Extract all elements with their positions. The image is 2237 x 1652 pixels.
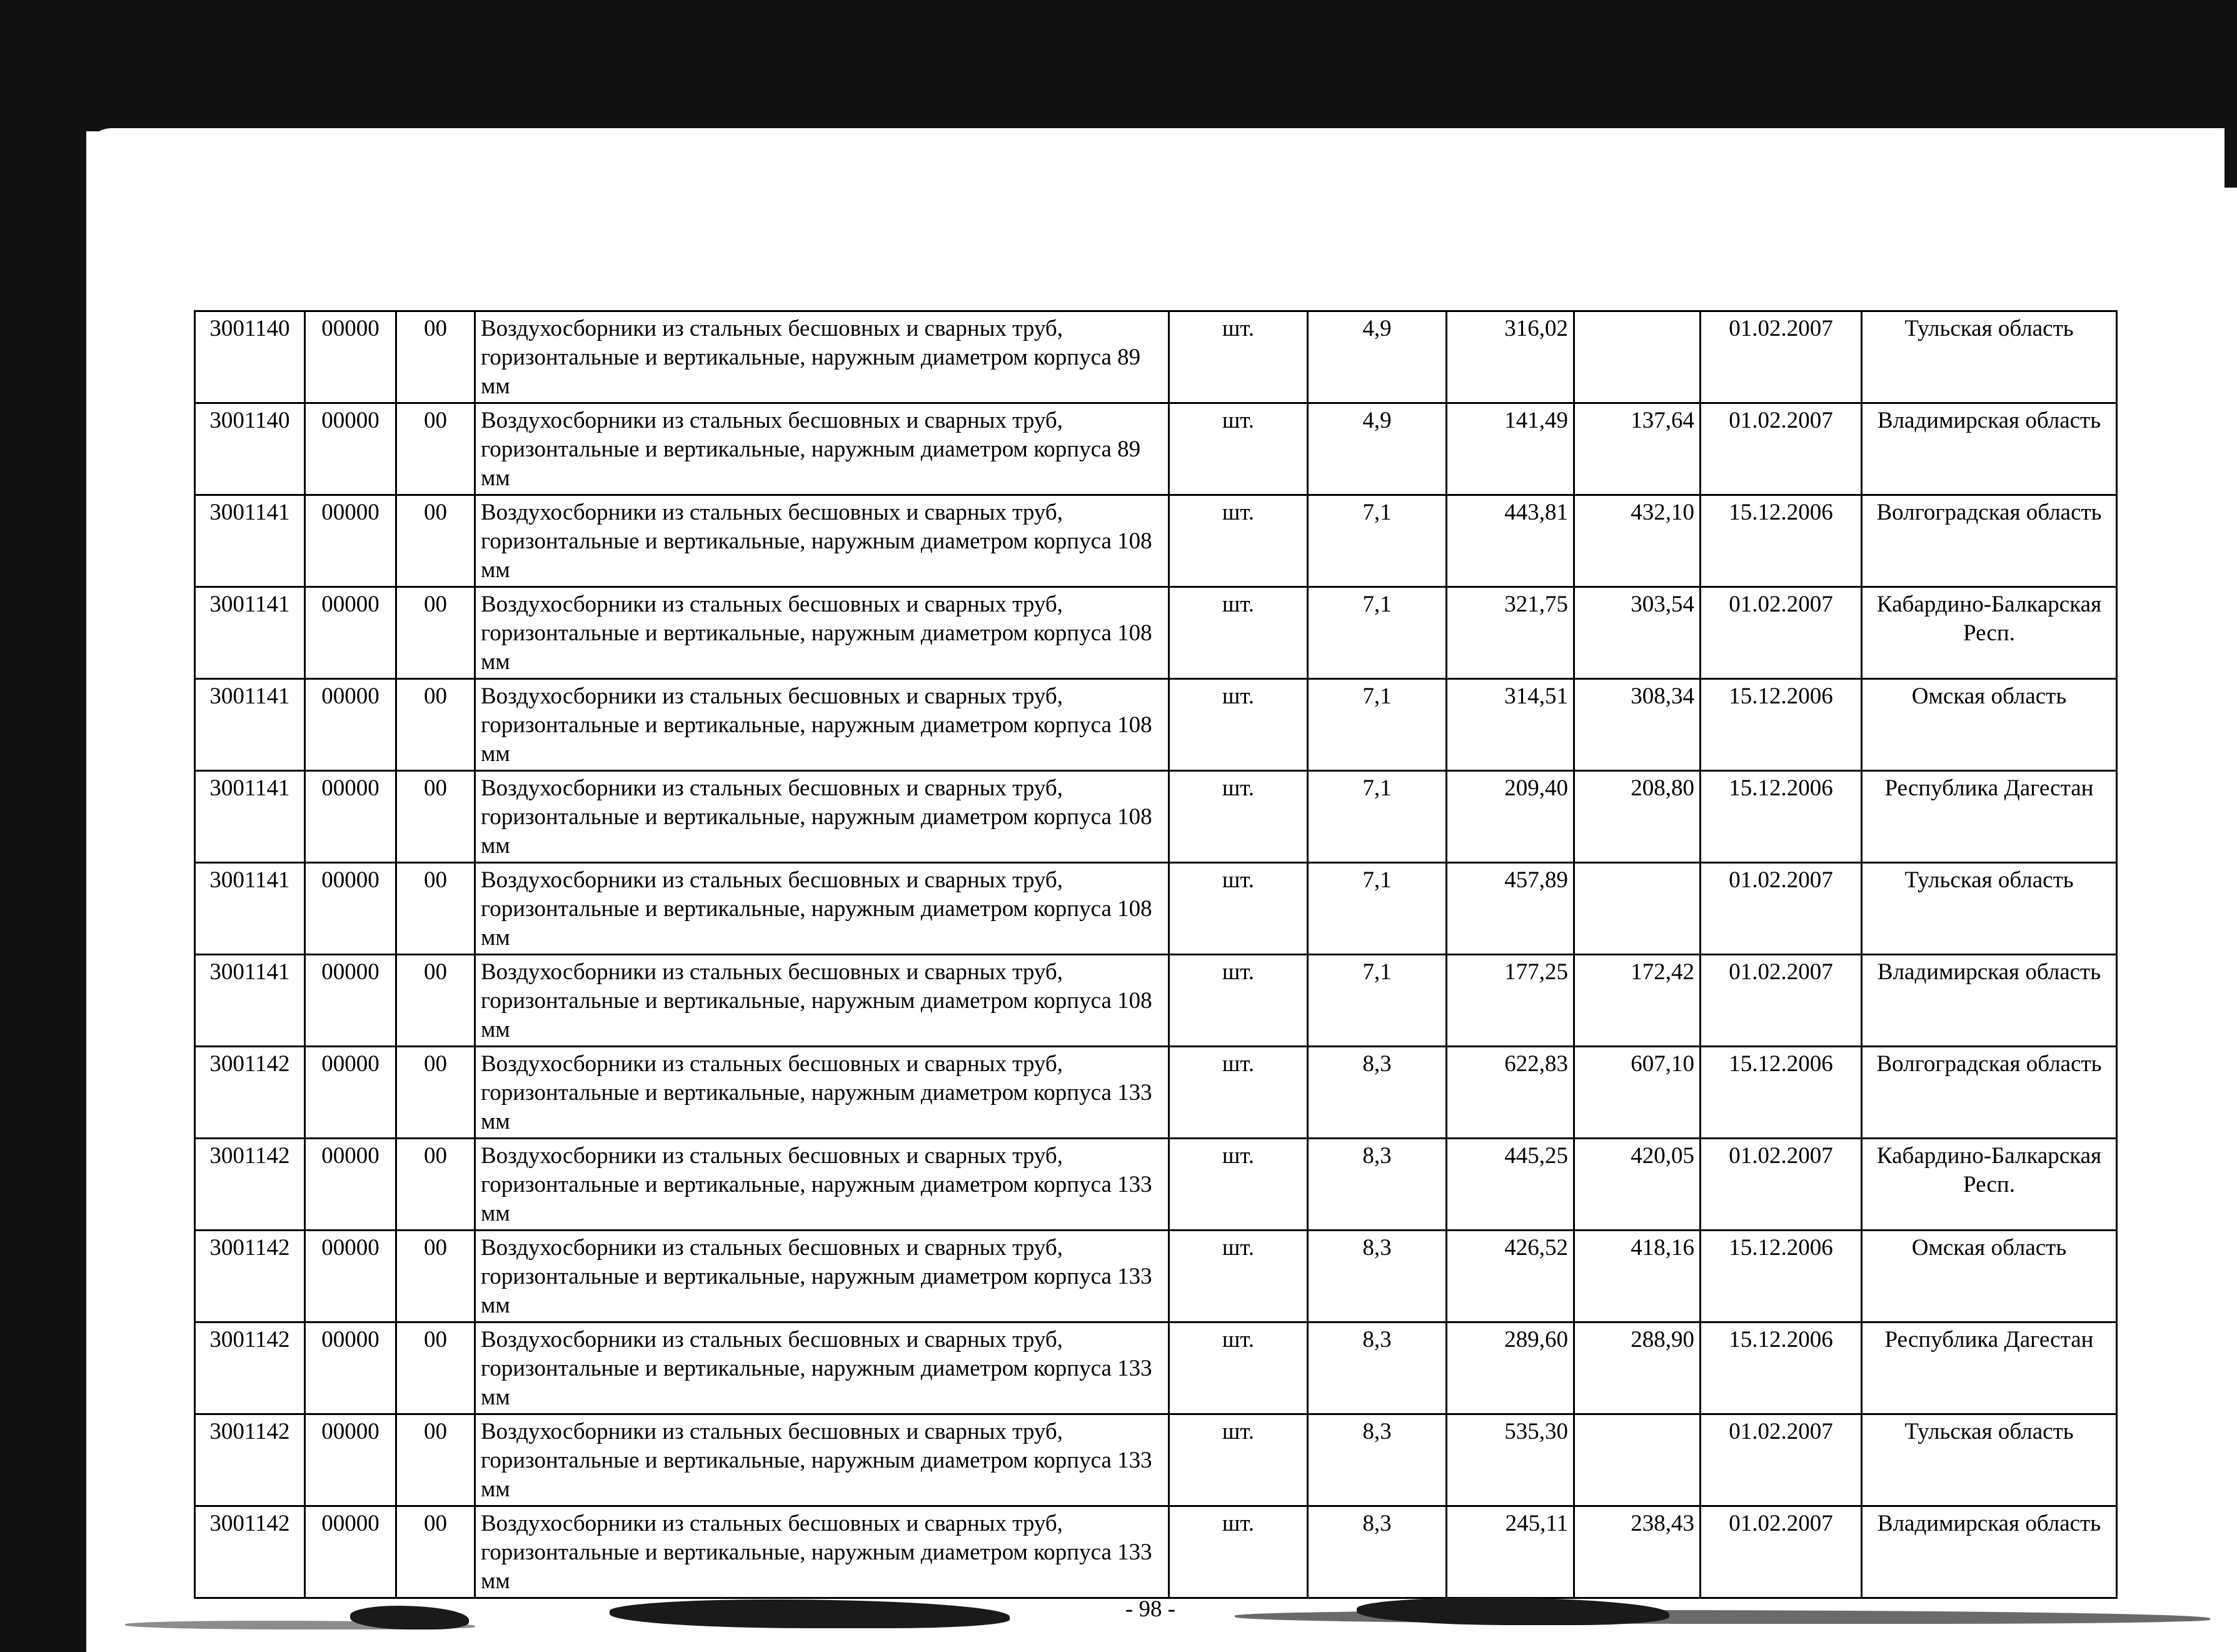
row-date: 15.12.2006: [1701, 1322, 1862, 1414]
row-variant: 00: [396, 403, 475, 495]
row-region: Тульская область: [1862, 311, 2117, 403]
table-row: [195, 1047, 2117, 1139]
row-code: 3001141: [195, 587, 305, 679]
row-price-2: 303,54: [1574, 587, 1701, 679]
row-region: Омская область: [1862, 679, 2117, 771]
table-row: [195, 403, 2117, 495]
row-weight: 8,3: [1308, 1047, 1447, 1139]
row-region: Кабардино-Балкарская Респ.: [1862, 1139, 2117, 1231]
row-code: 3001142: [195, 1414, 305, 1506]
row-price-1: 245,11: [1447, 1506, 1574, 1598]
row-variant: 00: [396, 495, 475, 587]
row-unit: шт.: [1169, 1139, 1308, 1231]
row-date: 01.02.2007: [1701, 1414, 1862, 1506]
row-variant: 00: [396, 587, 475, 679]
row-price-2: [1574, 1414, 1701, 1506]
row-variant: 00: [396, 1231, 475, 1322]
row-region: Тульская область: [1862, 1414, 2117, 1506]
table-row: [195, 1506, 2117, 1598]
row-subcode: 00000: [305, 1322, 396, 1414]
row-code: 3001141: [195, 495, 305, 587]
row-unit: шт.: [1169, 863, 1308, 955]
row-description: Воздухосборники из стальных бесшовных и сварных труб, горизонтальные и вертикальные, наружным диаметром корпуса 133 мм: [475, 1231, 1169, 1322]
row-weight: 8,3: [1308, 1414, 1447, 1506]
row-weight: 4,9: [1308, 311, 1447, 403]
table-row: [195, 1322, 2117, 1414]
row-variant: 00: [396, 1414, 475, 1506]
row-date: 15.12.2006: [1701, 679, 1862, 771]
row-weight: 7,1: [1308, 587, 1447, 679]
row-date: 01.02.2007: [1701, 587, 1862, 679]
row-weight: 7,1: [1308, 679, 1447, 771]
table-row: [195, 955, 2117, 1047]
row-date: 15.12.2006: [1701, 495, 1862, 587]
row-price-2: [1574, 311, 1701, 403]
row-description: Воздухосборники из стальных бесшовных и сварных труб, горизонтальные и вертикальные, наружным диаметром корпуса 133 мм: [475, 1414, 1169, 1506]
row-description: Воздухосборники из стальных бесшовных и сварных труб, горизонтальные и вертикальные, наружным диаметром корпуса 133 мм: [475, 1139, 1169, 1231]
row-unit: шт.: [1169, 403, 1308, 495]
row-subcode: 00000: [305, 1139, 396, 1231]
row-region: Тульская область: [1862, 863, 2117, 955]
row-subcode: 00000: [305, 679, 396, 771]
row-price-2: 208,80: [1574, 771, 1701, 863]
table-row: [195, 1139, 2117, 1231]
row-price-2: 172,42: [1574, 955, 1701, 1047]
row-description: Воздухосборники из стальных бесшовных и сварных труб, горизонтальные и вертикальные, наружным диаметром корпуса 108 мм: [475, 587, 1169, 679]
row-price-1: 289,60: [1447, 1322, 1574, 1414]
row-price-1: 443,81: [1447, 495, 1574, 587]
row-unit: шт.: [1169, 311, 1308, 403]
row-unit: шт.: [1169, 1047, 1308, 1139]
row-date: 01.02.2007: [1701, 863, 1862, 955]
row-price-2: 418,16: [1574, 1231, 1701, 1322]
row-price-2: 238,43: [1574, 1506, 1701, 1598]
row-price-2: 137,64: [1574, 403, 1701, 495]
row-region: Республика Дагестан: [1862, 1322, 2117, 1414]
row-variant: 00: [396, 311, 475, 403]
row-subcode: 00000: [305, 403, 396, 495]
row-region: Омская область: [1862, 1231, 2117, 1322]
row-code: 3001141: [195, 863, 305, 955]
row-unit: шт.: [1169, 1506, 1308, 1598]
table-row: [195, 679, 2117, 771]
row-code: 3001142: [195, 1506, 305, 1598]
row-date: 01.02.2007: [1701, 403, 1862, 495]
row-weight: 7,1: [1308, 955, 1447, 1047]
row-description: Воздухосборники из стальных бесшовных и сварных труб, горизонтальные и вертикальные, наружным диаметром корпуса 108 мм: [475, 679, 1169, 771]
row-price-1: 316,02: [1447, 311, 1574, 403]
row-weight: 7,1: [1308, 495, 1447, 587]
table-row: [195, 1231, 2117, 1322]
row-price-2: 420,05: [1574, 1139, 1701, 1231]
row-unit: шт.: [1169, 771, 1308, 863]
row-code: 3001141: [195, 771, 305, 863]
row-subcode: 00000: [305, 863, 396, 955]
row-price-1: 177,25: [1447, 955, 1574, 1047]
row-unit: шт.: [1169, 1231, 1308, 1322]
row-unit: шт.: [1169, 955, 1308, 1047]
row-variant: 00: [396, 771, 475, 863]
row-code: 3001142: [195, 1047, 305, 1139]
row-region: Владимирская область: [1862, 955, 2117, 1047]
row-price-2: 288,90: [1574, 1322, 1701, 1414]
price-table: [194, 310, 2118, 1599]
scan-border-top: [0, 0, 2237, 131]
row-weight: 7,1: [1308, 771, 1447, 863]
row-code: 3001142: [195, 1139, 305, 1231]
row-subcode: 00000: [305, 311, 396, 403]
row-subcode: 00000: [305, 1506, 396, 1598]
row-subcode: 00000: [305, 1231, 396, 1322]
row-region: Владимирская область: [1862, 1506, 2117, 1598]
row-region: Владимирская область: [1862, 403, 2117, 495]
table-body: [195, 311, 2117, 1598]
row-region: Кабардино-Балкарская Респ.: [1862, 587, 2117, 679]
row-description: Воздухосборники из стальных бесшовных и сварных труб, горизонтальные и вертикальные, наружным диаметром корпуса 133 мм: [475, 1322, 1169, 1414]
row-subcode: 00000: [305, 1414, 396, 1506]
page-number: - 98 -: [1125, 1596, 1176, 1622]
row-price-1: 535,30: [1447, 1414, 1574, 1506]
row-code: 3001142: [195, 1322, 305, 1414]
row-variant: 00: [396, 863, 475, 955]
row-description: Воздухосборники из стальных бесшовных и сварных труб, горизонтальные и вертикальные, наружным диаметром корпуса 108 мм: [475, 955, 1169, 1047]
row-code: 3001141: [195, 679, 305, 771]
table-row: [195, 311, 2117, 403]
row-subcode: 00000: [305, 587, 396, 679]
row-price-1: 141,49: [1447, 403, 1574, 495]
row-price-1: 445,25: [1447, 1139, 1574, 1231]
row-price-2: 308,34: [1574, 679, 1701, 771]
row-price-2: 607,10: [1574, 1047, 1701, 1139]
row-subcode: 00000: [305, 771, 396, 863]
row-price-1: 426,52: [1447, 1231, 1574, 1322]
row-variant: 00: [396, 679, 475, 771]
row-price-1: 314,51: [1447, 679, 1574, 771]
row-weight: 8,3: [1308, 1231, 1447, 1322]
row-variant: 00: [396, 955, 475, 1047]
row-price-2: 432,10: [1574, 495, 1701, 587]
row-description: Воздухосборники из стальных бесшовных и сварных труб, горизонтальные и вертикальные, наружным диаметром корпуса 89 мм: [475, 403, 1169, 495]
table-row: [195, 1414, 2117, 1506]
row-unit: шт.: [1169, 1414, 1308, 1506]
table-row: [195, 863, 2117, 955]
row-weight: 7,1: [1308, 863, 1447, 955]
row-price-2: [1574, 863, 1701, 955]
row-price-1: 457,89: [1447, 863, 1574, 955]
row-variant: 00: [396, 1047, 475, 1139]
row-description: Воздухосборники из стальных бесшовных и сварных труб, горизонтальные и вертикальные, наружным диаметром корпуса 108 мм: [475, 863, 1169, 955]
row-code: 3001140: [195, 311, 305, 403]
row-subcode: 00000: [305, 495, 396, 587]
row-date: 15.12.2006: [1701, 771, 1862, 863]
row-date: 01.02.2007: [1701, 311, 1862, 403]
row-price-1: 209,40: [1447, 771, 1574, 863]
row-price-1: 622,83: [1447, 1047, 1574, 1139]
row-variant: 00: [396, 1506, 475, 1598]
row-date: 01.02.2007: [1701, 955, 1862, 1047]
row-weight: 4,9: [1308, 403, 1447, 495]
row-price-1: 321,75: [1447, 587, 1574, 679]
table-row: [195, 771, 2117, 863]
row-description: Воздухосборники из стальных бесшовных и сварных труб, горизонтальные и вертикальные, наружным диаметром корпуса 89 мм: [475, 311, 1169, 403]
row-variant: 00: [396, 1322, 475, 1414]
table-row: [195, 587, 2117, 679]
row-subcode: 00000: [305, 1047, 396, 1139]
row-description: Воздухосборники из стальных бесшовных и сварных труб, горизонтальные и вертикальные, наружным диаметром корпуса 108 мм: [475, 771, 1169, 863]
row-code: 3001141: [195, 955, 305, 1047]
row-unit: шт.: [1169, 679, 1308, 771]
row-date: 01.02.2007: [1701, 1139, 1862, 1231]
row-code: 3001140: [195, 403, 305, 495]
table-row: [195, 495, 2117, 587]
row-description: Воздухосборники из стальных бесшовных и сварных труб, горизонтальные и вертикальные, наружным диаметром корпуса 133 мм: [475, 1047, 1169, 1139]
row-variant: 00: [396, 1139, 475, 1231]
row-code: 3001142: [195, 1231, 305, 1322]
row-region: Волгоградская область: [1862, 1047, 2117, 1139]
row-description: Воздухосборники из стальных бесшовных и сварных труб, горизонтальные и вертикальные, наружным диаметром корпуса 133 мм: [475, 1506, 1169, 1598]
row-unit: шт.: [1169, 587, 1308, 679]
row-weight: 8,3: [1308, 1322, 1447, 1414]
row-weight: 8,3: [1308, 1506, 1447, 1598]
row-weight: 8,3: [1308, 1139, 1447, 1231]
row-region: Республика Дагестан: [1862, 771, 2117, 863]
row-region: Волгоградская область: [1862, 495, 2117, 587]
scan-border-left: [0, 0, 86, 1652]
row-date: 01.02.2007: [1701, 1506, 1862, 1598]
row-unit: шт.: [1169, 1322, 1308, 1414]
row-date: 15.12.2006: [1701, 1231, 1862, 1322]
row-description: Воздухосборники из стальных бесшовных и сварных труб, горизонтальные и вертикальные, наружным диаметром корпуса 108 мм: [475, 495, 1169, 587]
row-subcode: 00000: [305, 955, 396, 1047]
row-date: 15.12.2006: [1701, 1047, 1862, 1139]
row-unit: шт.: [1169, 495, 1308, 587]
